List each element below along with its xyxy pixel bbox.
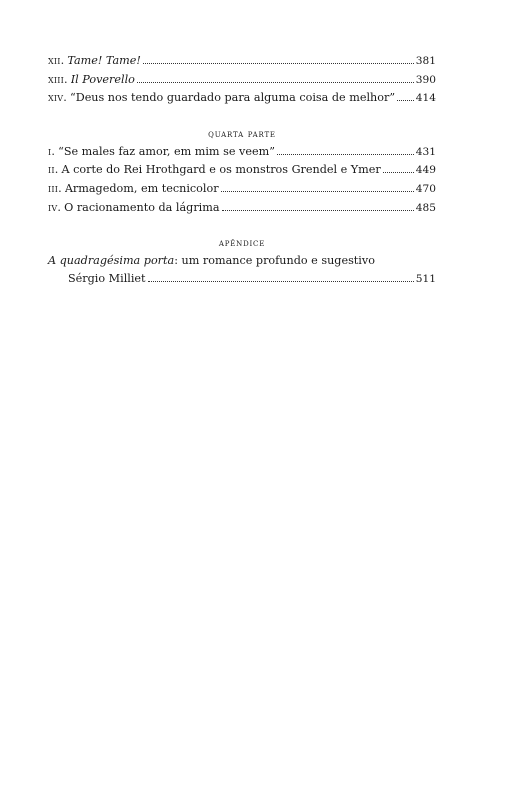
chapter-title: Armagedom, em tecnicolor xyxy=(64,181,219,195)
table-of-contents xyxy=(48,52,436,288)
dot-leader xyxy=(277,154,414,155)
chapter-number: i. xyxy=(48,144,56,158)
chapter-number: xii. xyxy=(48,54,65,67)
section-heading-apendice: apêndice xyxy=(218,238,266,250)
chapter-number: xiii. xyxy=(48,72,68,86)
dot-leader xyxy=(222,210,414,211)
appendix-italic-title: A quadragésima porta xyxy=(48,254,175,268)
section-heading-quarta-parte: quarta parte xyxy=(208,128,276,140)
chapter-title: “Deus nos tendo guardado para alguma coisa de melhor” xyxy=(70,91,396,105)
appendix-title-rest: : um romance profundo e sugestivo xyxy=(174,254,375,268)
toc-entry-xii xyxy=(48,52,436,71)
dot-leader xyxy=(221,191,414,192)
toc-entry-appendix xyxy=(48,270,436,289)
chapter-number: ii. xyxy=(48,163,59,177)
page-number: 431 xyxy=(415,145,436,158)
toc-entry-iii xyxy=(48,180,436,199)
chapter-title: O racionamento da lágrima xyxy=(64,200,220,214)
dot-leader xyxy=(143,63,414,64)
page-number: 511 xyxy=(415,272,436,285)
toc-entry-i xyxy=(48,143,436,162)
page-number: 470 xyxy=(415,182,436,195)
dot-leader xyxy=(148,281,414,282)
chapter-title: A corte do Rei Hrothgard e os monstros Grendel e Ymer xyxy=(61,163,381,177)
chapter-number: xiv. xyxy=(48,91,67,105)
chapter-title: “Se males faz amor, em mim se veem” xyxy=(58,144,275,158)
page-number: 390 xyxy=(415,73,436,86)
toc-entry-iv xyxy=(48,199,436,218)
chapter-number: iv. xyxy=(48,200,62,214)
dot-leader xyxy=(137,82,414,83)
appendix-title-line xyxy=(48,252,436,270)
page-number: 414 xyxy=(415,92,436,105)
page-number: 485 xyxy=(415,201,436,214)
toc-entry-ii xyxy=(48,161,436,180)
chapter-title: Il Poverello xyxy=(70,72,135,86)
chapter-title: Tame! Tame! xyxy=(67,54,141,67)
page-number: 449 xyxy=(415,164,436,177)
toc-entry-xiv xyxy=(48,89,436,108)
page-number: 381 xyxy=(415,55,436,67)
chapter-number: iii. xyxy=(48,181,62,195)
dot-leader xyxy=(383,172,414,173)
appendix-author: Sérgio Milliet xyxy=(68,271,146,285)
dot-leader xyxy=(397,100,414,101)
toc-entry-xiii xyxy=(48,71,436,90)
